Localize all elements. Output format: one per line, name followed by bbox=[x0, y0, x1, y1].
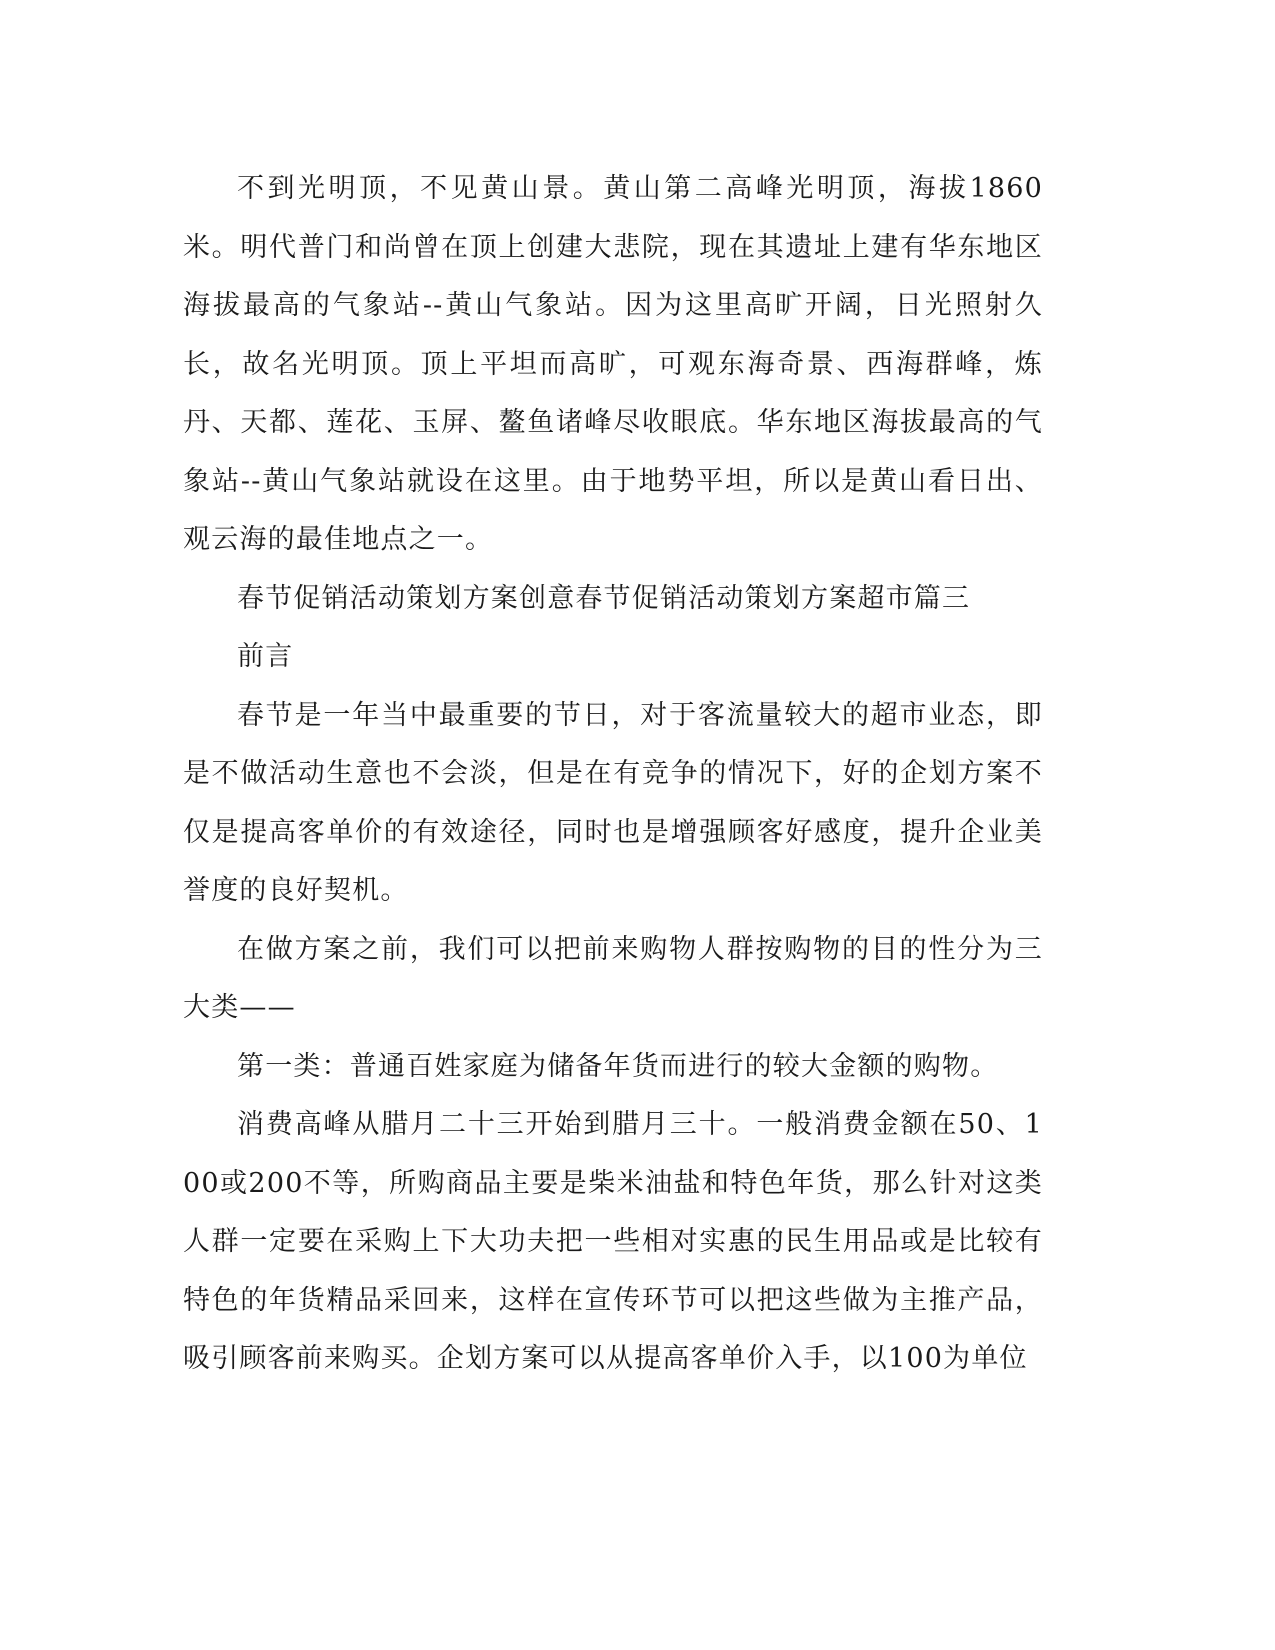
section-heading: 春节促销活动策划方案创意春节促销活动策划方案超市篇三 bbox=[237, 582, 971, 614]
document-body bbox=[183, 160, 1043, 1389]
paragraph-preface: 春节是一年当中最重要的节日，对于客流量较大的超市业态，即是不做活动生意也不会淡，但是在有竞争的情况下，好的企划方案不仅是提高客单价的有效途径，同时也是增强顾客好感度，提升企业美誉度的良好契机。 bbox=[183, 699, 1043, 906]
paragraph-consumption-peak: 消费高峰从腊月二十三开始到腊月三十。一般消费金额在50、100或200不等，所购商品主要是柴米油盐和特色年货，那么针对这类人群一定要在采购上下大功夫把一些相对实惠的民生用品或是比较有特色的年货精品采回来，这样在宣传环节可以把这些做为主推产品，吸引顾客前来购买。企划方案可以从提高客单价入手，以100为单位 bbox=[183, 1109, 1043, 1374]
paragraph-categories-intro: 在做方案之前，我们可以把前来购物人群按购物的目的性分为三大类—— bbox=[183, 933, 1043, 1023]
paragraph-category-one: 第一类：普通百姓家庭为储备年货而进行的较大金额的购物。 bbox=[237, 1050, 999, 1082]
paragraph-guangmingding: 不到光明顶，不见黄山景。黄山第二高峰光明顶，海拔1860米。明代普门和尚曾在顶上创建大悲院，现在其遗址上建有华东地区海拔最高的气象站--黄山气象站。因为这里高旷开阔，日光照射久长，故名光明顶。顶上平坦而高旷，可观东海奇景、西海群峰，炼丹、天都、莲花、玉屏、鳌鱼诸峰尽收眼底。华东地区海拔最高的气象站--黄山气象站就设在这里。由于地势平坦，所以是黄山看日出、观云海的最佳地点之一。 bbox=[183, 173, 1043, 555]
preface-heading: 前言 bbox=[237, 641, 294, 672]
